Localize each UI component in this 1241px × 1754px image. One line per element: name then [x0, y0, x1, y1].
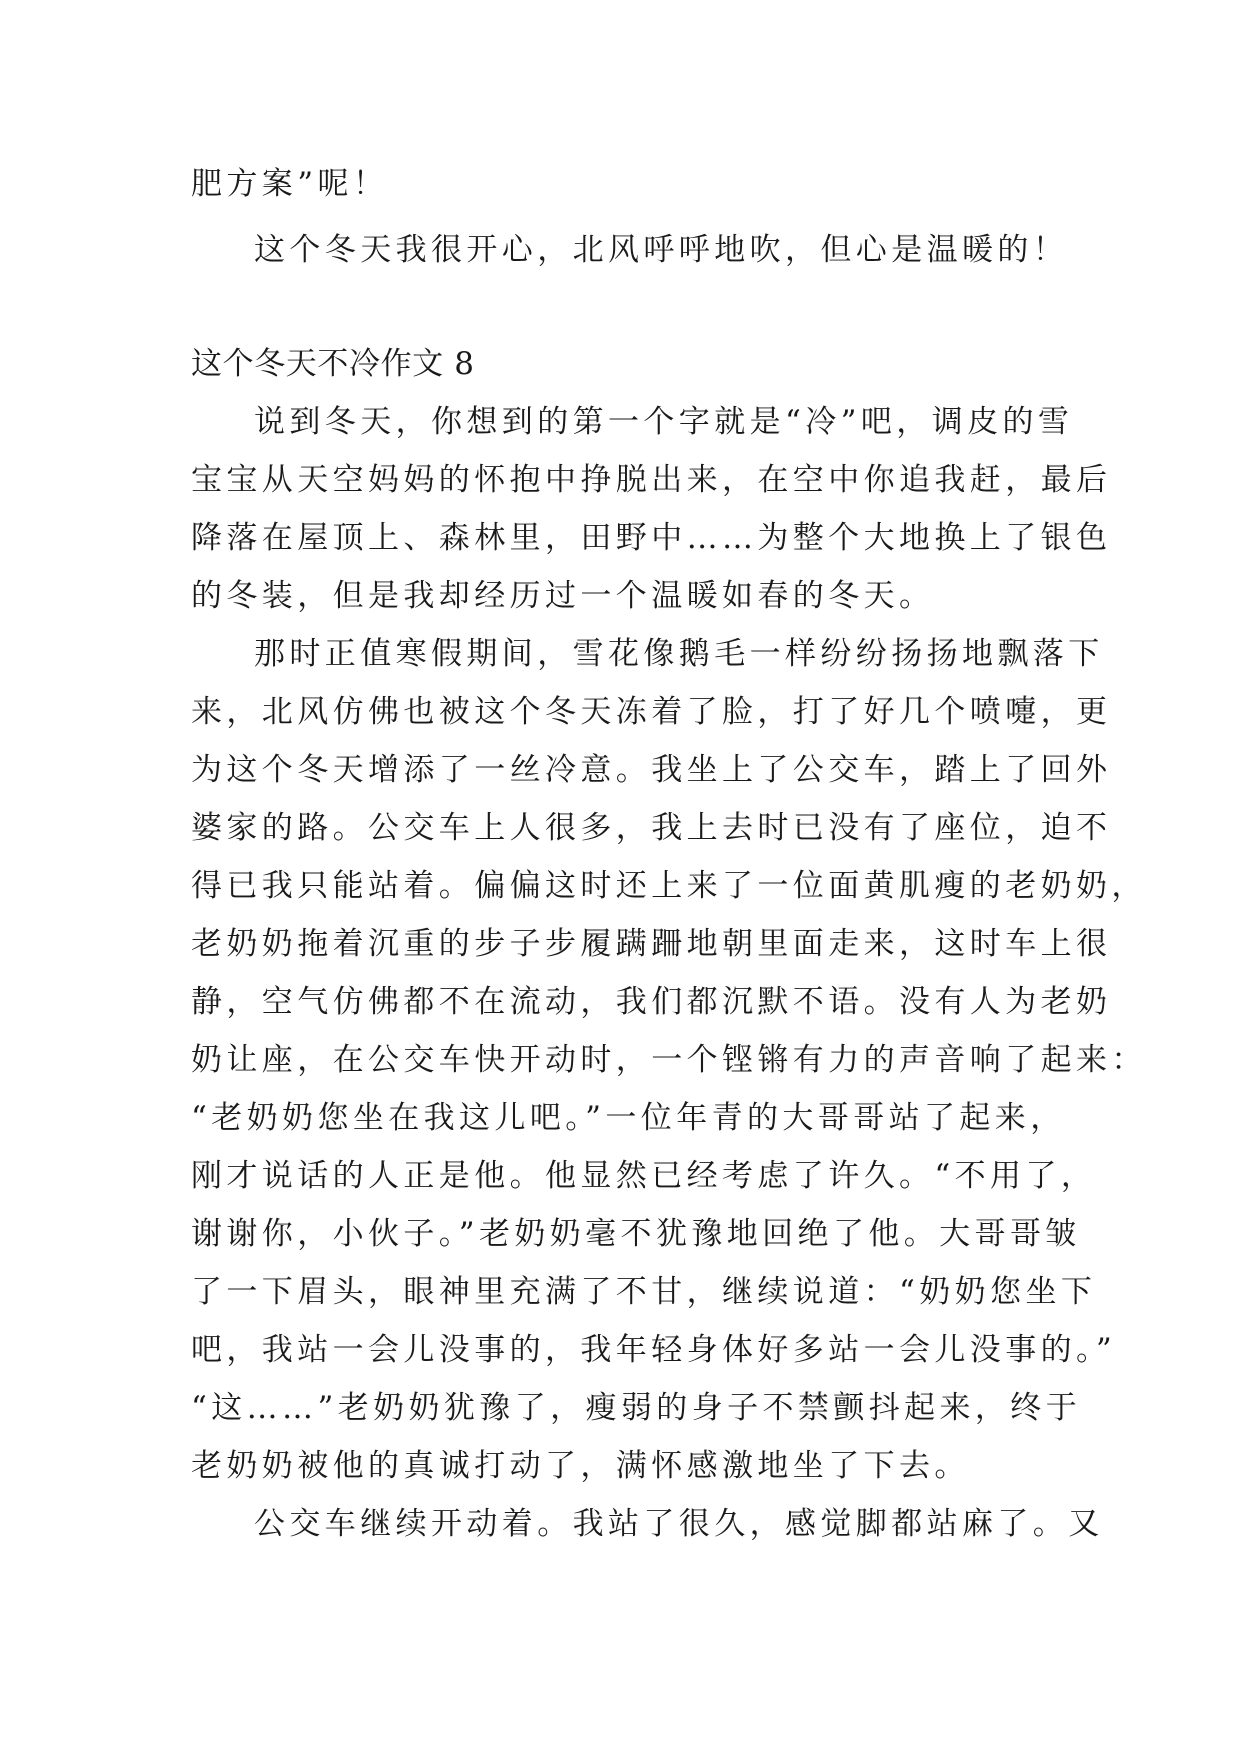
text-line: 婆家的路。公交车上人很多，我上去时已没有了座位，迫不 [191, 810, 1112, 846]
text-line: 降落在屋顶上、森林里，田野中……为整个大地换上了银色 [191, 520, 1112, 556]
text-line: 宝宝从天空妈妈的怀抱中挣脱出来，在空中你追我赶，最后 [191, 462, 1112, 498]
text-line: 老奶奶拖着沉重的步子步履蹒跚地朝里面走来，这时车上很 [191, 926, 1112, 962]
text-line: 来，北风仿佛也被这个冬天冻着了脸，打了好几个喷嚏，更 [191, 694, 1112, 730]
text-line: 说到冬天，你想到的第一个字就是“冷”吧，调皮的雪 [254, 404, 1074, 440]
text-line: 的冬装，但是我却经历过一个温暖如春的冬天。 [191, 578, 935, 614]
text-line: 奶让座，在公交车快开动时，一个铿锵有力的声音响了起来： [191, 1042, 1147, 1078]
text-line: 了一下眉头，眼神里充满了不甘，继续说道：“奶奶您坐下 [191, 1274, 1097, 1310]
text-line: 为这个冬天增添了一丝冷意。我坐上了公交车，踏上了回外 [191, 752, 1112, 788]
text-line: 肥方案”呢！ [191, 166, 389, 202]
text-line: 静，空气仿佛都不在流动，我们都沉默不语。没有人为老奶 [191, 984, 1112, 1020]
text-line: 那时正值寒假期间，雪花像鹅毛一样纷纷扬扬地飘落下 [254, 636, 1104, 672]
text-line: 老奶奶被他的真诚打动了，满怀感激地坐了下去。 [191, 1448, 970, 1484]
text-line: 这个冬天我很开心，北风呼呼地吹，但心是温暖的！ [254, 232, 1069, 268]
text-line: 刚才说话的人正是他。他显然已经考虑了许久。“不用了， [191, 1158, 1097, 1194]
text-line: 吧，我站一会儿没事的，我年轻身体好多站一会儿没事的。” [191, 1332, 1117, 1368]
text-line: 谢谢你，小伙子。”老奶奶毫不犹豫地回绝了他。大哥哥皱 [191, 1216, 1081, 1252]
text-line: “这……”老奶奶犹豫了，瘦弱的身子不禁颤抖起来，终于 [191, 1390, 1082, 1426]
text-line: 公交车继续开动着。我站了很久，感觉脚都站麻了。又 [254, 1506, 1104, 1542]
text-line: 得已我只能站着。偏偏这时还上来了一位面黄肌瘦的老奶奶， [191, 868, 1147, 904]
text-line: “老奶奶您坐在我这儿吧。”一位年青的大哥哥站了起来， [191, 1100, 1066, 1136]
section-title: 这个冬天不冷作文 8 [191, 346, 475, 382]
